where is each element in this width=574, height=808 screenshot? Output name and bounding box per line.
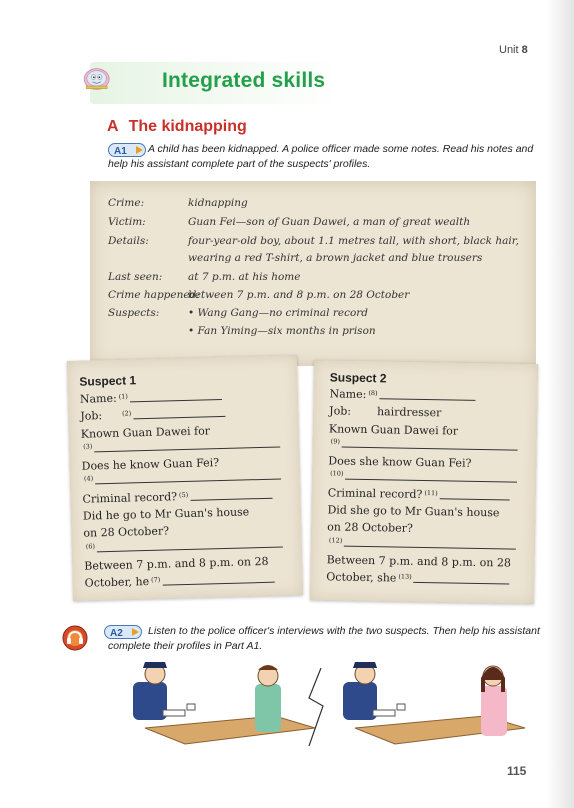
s1-know-blank[interactable] bbox=[95, 469, 281, 484]
s2-record-blank[interactable] bbox=[440, 489, 510, 500]
s2-between-blank[interactable] bbox=[414, 573, 510, 585]
s1-between: Between 7 p.m. and 8 p.m. on 28 bbox=[84, 554, 269, 573]
s1-went-2: on 28 October? bbox=[83, 524, 170, 540]
s2-between-2: October, she $^{(13)}$ bbox=[326, 570, 510, 586]
s2-job: Job: hairdresser bbox=[329, 404, 442, 420]
s2-name: Name: $^{(8)}$ bbox=[329, 387, 475, 403]
s2-known: Known Guan Dawei for bbox=[328, 422, 459, 438]
svg-text:A2: A2 bbox=[110, 628, 123, 639]
interview-illustration bbox=[125, 658, 537, 748]
s2-know-answer: (10) bbox=[328, 468, 518, 484]
s1-went: Did he go to Mr Guan's house bbox=[82, 505, 250, 523]
page-edge-shadow bbox=[546, 0, 574, 808]
banner-title: Integrated skills bbox=[162, 69, 326, 92]
s2-went-answer: (12) bbox=[327, 535, 517, 551]
section-title: A The kidnapping bbox=[107, 118, 247, 135]
a1-instruction: A child has been kidnapped. A police officer made some notes. Read his notes and help his assistant complete part of the suspects' profiles. bbox=[108, 143, 534, 170]
svg-text:A1: A1 bbox=[114, 146, 127, 157]
s2-between: Between 7 p.m. and 8 p.m. on 28 bbox=[326, 553, 512, 570]
a2-instruction: Listen to the police officer's interviews with the two suspects. Then help his assistant complete their profiles in Part A1. bbox=[108, 625, 540, 652]
s2-know-blank[interactable] bbox=[345, 470, 517, 483]
page-number: 115 bbox=[507, 764, 527, 778]
s1-know-answer: (4) bbox=[82, 468, 281, 486]
s1-went-blank[interactable] bbox=[97, 537, 283, 552]
s2-know: Does she know Guan Fei? bbox=[328, 454, 472, 470]
s1-name-blank[interactable] bbox=[130, 390, 222, 402]
listening-cd-icon bbox=[62, 625, 88, 651]
s2-went: Did she go to Mr Guan's house bbox=[327, 503, 500, 520]
s2-name-blank[interactable] bbox=[380, 389, 476, 401]
s2-known-blank[interactable] bbox=[342, 438, 518, 451]
s1-between-2: October, he $^{(7)}$ bbox=[85, 572, 275, 590]
s1-record: Criminal record? $^{(5)}$ bbox=[82, 488, 272, 506]
s2-went-2: on 28 October? bbox=[327, 520, 413, 535]
s2-known-answer: (9) bbox=[329, 436, 518, 452]
s1-job: Job: $^{(2)}$ bbox=[80, 406, 225, 423]
suspect-1-card bbox=[67, 355, 303, 601]
s1-known: Known Guan Dawei for bbox=[80, 424, 211, 441]
suspect-1-title: Suspect 1 bbox=[79, 373, 137, 389]
textbook-page: Unit 8 Integrated skills A The kidnapping A1 A child has been kidnapped. A police officer made some notes. Read his notes and help his assistant complete part of the suspects' profiles. Crime: kidnapping Victim: Guan Fei—son of Guan Dawei, a man of great wealth Details: four-year-old boy, about 1.1 metres tall, with short, black hair, wearing a red T-shirt, a brown jacket and blue trousers Last seen: at 7 p.m. at his home Crime happened: between 7 p.m. and 8 p.m. on 28 October Suspects: • Wang Gang—no criminal record • Fan Yiming—six months in prison Suspect 1 Name: $^{(1)}$ Job: $^{(2)}$ Known Guan Dawei for $^{(3)}$ Does he know Guan Fei? $^{(4)}$ Criminal record? $^{(5)}$ Did he go to Mr Guan's house on 28 October? $^{(6)}$ Between 7 p.m. and 8 p.m. on 28 October, he $^{(7)}$ Suspect 2 Name: $^{(8)}$ Job: hairdresser Known Guan Dawei for $^{(9)}$ Does she know Guan Fei? $^{(10)}$ Criminal record? $^{(11)}$ Did she go to Mr Guan's house on 28 October? $^{(12)}$ Between 7 p.m. and 8 p.m. on 28 October, she $^{(13)}$ A2 Listen to the police officer's interviews with the two suspects. Then help his assistant complete their profiles in Part A1. 115 bbox=[0, 0, 574, 808]
s1-went-answer: (6) bbox=[84, 536, 283, 554]
s1-know: Does he know Guan Fei? bbox=[81, 456, 220, 473]
interview-scene-1 bbox=[133, 662, 315, 744]
s1-name: Name: $^{(1)}$ bbox=[80, 389, 222, 406]
s1-job-blank[interactable] bbox=[133, 407, 225, 419]
suspect-2-card bbox=[310, 360, 538, 604]
s1-known-blank[interactable] bbox=[94, 437, 280, 452]
interview-scene-2 bbox=[343, 662, 525, 744]
s1-record-blank[interactable] bbox=[190, 489, 272, 501]
unit-label: Unit 8 bbox=[499, 44, 528, 56]
mascot-icon bbox=[82, 46, 172, 110]
s1-known-answer: (3) bbox=[81, 436, 280, 454]
suspect-2-title: Suspect 2 bbox=[329, 370, 387, 386]
s2-record: Criminal record? $^{(11)}$ bbox=[328, 486, 510, 502]
s1-between-blank[interactable] bbox=[162, 573, 274, 586]
s2-went-blank[interactable] bbox=[344, 537, 516, 550]
